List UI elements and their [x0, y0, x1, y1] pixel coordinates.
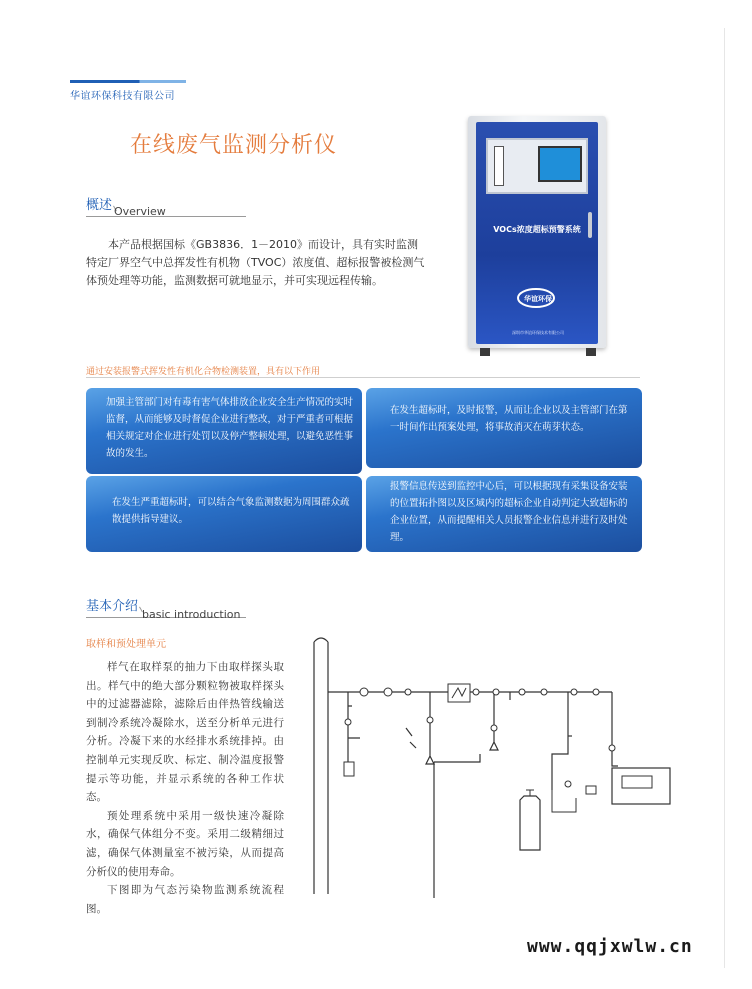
- cabinet-maker: 深圳市华谊环保技术有限公司: [512, 330, 564, 335]
- purpose-heading: 通过安装报警式挥发性有机化合物检测装置，具有以下作用: [86, 367, 321, 377]
- touch-screen-icon: [538, 146, 582, 182]
- flowmeter-icon: [494, 146, 504, 186]
- website-watermark: www.qqjxwlw.cn: [527, 936, 693, 957]
- purpose-card: [366, 476, 642, 552]
- overview-heading: [86, 194, 246, 224]
- purpose-card-text: 报警信息传送到监控中心后，可以根据现有采集设备安装的位置拓扑图以及区域内的超标企业自动判定大致超标的企业位置，从而提醒相关人员报警企业信息并进行及时处理。: [390, 481, 628, 543]
- cabinet-foot: [586, 348, 596, 356]
- company-name: 华谊环保科技有限公司: [70, 91, 175, 102]
- company-accent-bar: [70, 80, 186, 83]
- basic-heading: [86, 595, 246, 625]
- pretreatment-paragraph: 预处理系统中采用一级快速冷凝除水，确保气体组分不变。采用二级精细过滤，确保气体测量室不被污染，从而提高分析仪的使用寿命。: [86, 809, 284, 878]
- purpose-card-text: 在发生严重超标时，可以结合气象监测数据为周围群众疏散提供指导建议。: [112, 497, 350, 525]
- cabinet-foot: [480, 348, 490, 356]
- product-cabinet-image: [458, 116, 616, 360]
- overview-heading-en: Overview: [114, 205, 166, 218]
- purpose-card: [86, 388, 362, 474]
- purpose-card-text: 加强主管部门对有毒有害气体排放企业安全生产情况的实时监督，从而能够及时督促企业进行整改，对于严重者可根据相关规定对企业进行处罚以及停产整顿处理，以避免恶性事故的发生。: [106, 397, 354, 459]
- overview-text: 本产品根据国标《GB3836．1－2010》而设计，具有实时监测特定厂界空气中总挥发性有机物（TVOC）浓度值、超标报警被检测气体预处理等功能，监测数据可就地显示，并可实现远程传输。: [86, 238, 425, 287]
- basic-heading-cn: 基本介绍: [86, 599, 139, 614]
- pretreatment-subheading: 取样和预处理单元: [86, 639, 166, 650]
- pretreatment-text: [86, 658, 284, 918]
- overview-heading-cn: 概述: [86, 198, 113, 213]
- purpose-card-text: 在发生超标时，及时报警，从而让企业以及主管部门在第一时间作出预案处理，将事故消灭在萌芽状态。: [390, 405, 628, 433]
- purpose-divider: [86, 377, 640, 378]
- cabinet-panel-label: VOCs浓度超标预警系统: [493, 225, 581, 234]
- page-title: 在线废气监测分析仪: [130, 133, 338, 158]
- pretreatment-paragraph: 样气在取样泵的抽力下由取样探头取出。样气中的绝大部分颗粒物被取样探头中的过滤器滤除，滤除后由伴热管线输送到制冷系统冷凝除水，送至分析单元进行分析。冷凝下来的水经排水系统排掉。由控制单元实现反吹、标定、制冷温度报警提示等功能，并显示系统的各种工作状态。: [86, 661, 284, 804]
- pretreatment-paragraph: 下图即为气态污染物监测系统流程图。: [86, 884, 284, 915]
- purpose-card: [366, 388, 642, 468]
- cabinet-handle: [588, 212, 592, 238]
- cabinet-logo-text: 华谊环保: [524, 295, 552, 303]
- heading-underline: [86, 216, 246, 217]
- monitoring-flow-diagram: [300, 636, 688, 898]
- page-edge-line: [724, 28, 725, 968]
- basic-heading-en: basic introduction: [142, 608, 241, 621]
- purpose-card: [86, 476, 362, 552]
